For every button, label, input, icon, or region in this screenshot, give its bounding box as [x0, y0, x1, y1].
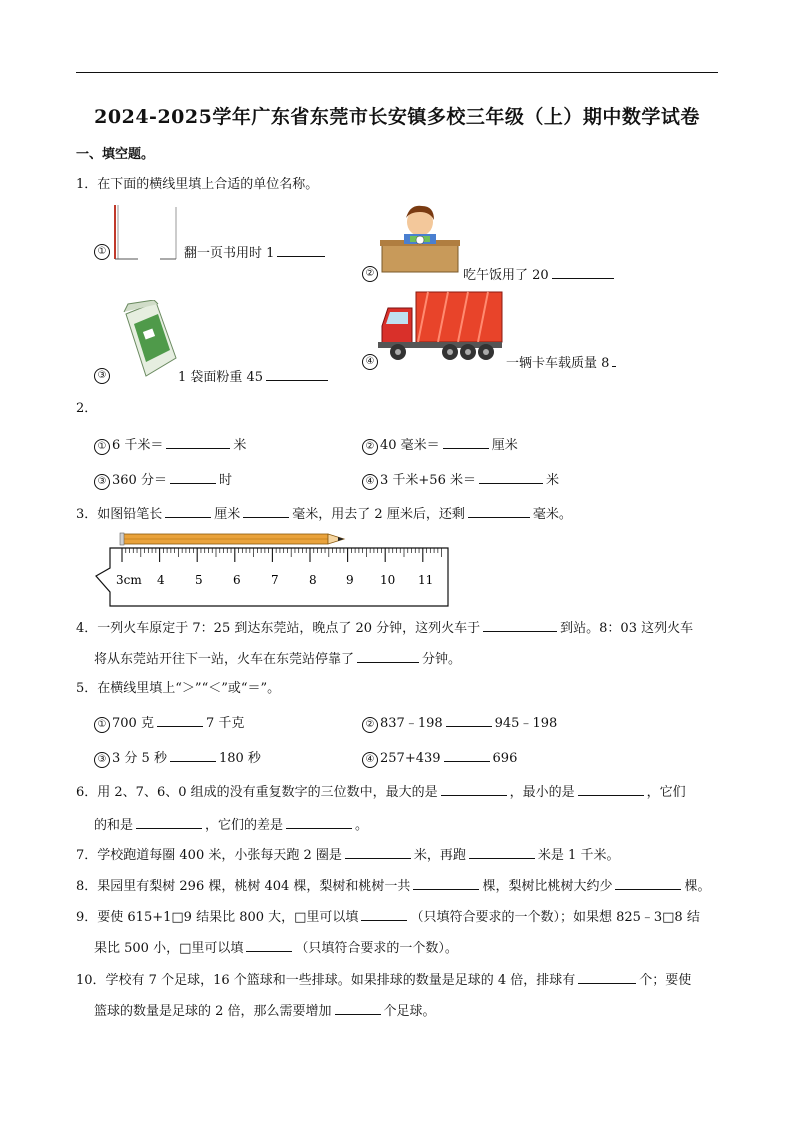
answer-blank[interactable]: [170, 469, 216, 484]
answer-blank[interactable]: [444, 747, 490, 762]
answer-blank[interactable]: [243, 503, 289, 518]
q4-line-1: [76, 617, 693, 638]
q4-line2-post: 分钟。: [422, 652, 462, 667]
q2-item-3-pre: 360 分＝: [112, 473, 167, 488]
q5-item-2-pre: 837﹣198: [380, 716, 443, 731]
q6-line1-b: ，最小的是: [509, 785, 575, 800]
item-number-3: ③: [94, 368, 110, 384]
q2-item-2-pre: 40 毫米＝: [380, 438, 440, 453]
ruler-label: 8: [309, 573, 317, 587]
q2-number: 2．: [76, 401, 98, 416]
q10-line2-a: 篮球的数量是足球的 2 倍，那么需要增加: [94, 1004, 332, 1019]
q7-a: 7．学校跑道每圈 400 米，小张每天跑 2 圈是: [76, 848, 342, 863]
item-number-4: ④: [362, 354, 378, 370]
q7-c: 米是 1 千米。: [537, 848, 620, 863]
answer-blank[interactable]: [446, 712, 492, 727]
answer-blank[interactable]: [469, 844, 535, 859]
q6-line2-a: 的和是: [94, 818, 134, 833]
q3-unit-2: 毫米，用去了 2 厘米后，还剩: [292, 507, 465, 522]
q6-line1-a: 6．用 2、7、6、0 组成的没有重复数字的三位数中，最大的是: [76, 785, 438, 800]
q4-line-2: [94, 648, 461, 669]
item-number-1: ①: [94, 244, 110, 260]
q9-line-2: [94, 937, 458, 958]
q5-item-3-post: 180 秒: [218, 751, 261, 766]
ruler-labels: [116, 573, 433, 587]
answer-blank[interactable]: [552, 264, 614, 279]
answer-blank[interactable]: [165, 503, 211, 518]
flour-bag-image: [120, 300, 182, 380]
q5-item-3-pre: 3 分 5 秒: [112, 751, 167, 766]
answer-blank[interactable]: [441, 781, 507, 796]
answer-blank[interactable]: [286, 814, 352, 829]
q1-item-4-label: 一辆卡车载质量 8: [506, 356, 610, 371]
item-number-4: ④: [362, 474, 378, 490]
truck-image: [378, 290, 504, 366]
q1-item-3: [94, 366, 112, 384]
answer-blank[interactable]: [277, 242, 325, 257]
q9-line2-a: 果比 500 小，□里可以填: [94, 941, 244, 956]
answer-blank[interactable]: [136, 814, 202, 829]
answer-blank[interactable]: [479, 469, 543, 484]
q9-line1-b: （只填符合要求的一个数）；如果想 825﹣3□8 结: [410, 910, 700, 925]
answer-blank[interactable]: [345, 844, 411, 859]
answer-blank[interactable]: [266, 366, 328, 381]
q10-line2-b: 个足球。: [383, 1004, 436, 1019]
ruler-label: 6: [233, 573, 241, 587]
q9-line1-a: 9．要使 615+1□9 结果比 800 大，□里可以填: [76, 910, 359, 925]
q9-line2-b: （只填符合要求的一个数）。: [295, 941, 458, 956]
answer-blank[interactable]: [166, 434, 230, 449]
item-number-2: ②: [362, 717, 378, 733]
q5-item-1-post: 7 千克: [205, 716, 245, 731]
item-number-1: ①: [94, 439, 110, 455]
item-number-1: ①: [94, 717, 110, 733]
q5-item-3: [94, 747, 261, 768]
item-number-3: ③: [94, 474, 110, 490]
ruler-label: 7: [271, 573, 279, 587]
q8-b: 棵，梨树比桃树大约少: [482, 879, 613, 894]
q1-item-1: [94, 242, 112, 260]
q1-item-1-label: 翻一页书用时 1: [184, 246, 275, 261]
answer-blank[interactable]: [615, 875, 681, 890]
q1-item-2: [362, 264, 380, 282]
q6-line-1: [76, 781, 686, 802]
q1-item-4: [362, 352, 380, 370]
q1-item-3-text: [178, 366, 331, 387]
q1-item-3-label: 1 袋面粉重 45: [178, 370, 264, 385]
q9-line-1: [76, 906, 700, 927]
q8-c: 棵。: [684, 879, 711, 894]
answer-blank[interactable]: [578, 781, 644, 796]
q10-line-2: [94, 1000, 436, 1021]
q2-item-2-unit: 厘米: [491, 438, 518, 453]
q5-item-4: [362, 747, 517, 768]
q1-stem: 1．在下面的横线里填上合适的单位名称。: [76, 177, 319, 192]
q7-b: 米，再跑: [413, 848, 466, 863]
boy-eating-image: [380, 200, 462, 274]
ruler-label: 9: [346, 573, 354, 587]
q4-line1-post: 到站。8：03 这列火车: [560, 621, 694, 636]
q5-item-4-post: 696: [492, 751, 518, 766]
q2-item-1-unit: 米: [233, 438, 247, 453]
ruler-label: 4: [157, 573, 165, 587]
answer-blank[interactable]: [361, 906, 407, 921]
q5-item-2-post: 945﹣198: [494, 716, 558, 731]
q5-item-1: [94, 712, 244, 733]
item-number-2: ②: [362, 266, 378, 282]
ruler-label: 3cm: [116, 573, 142, 587]
ruler-label: 11: [418, 573, 434, 587]
book-page-image: [110, 203, 182, 263]
q5-stem: 5．在横线里填上“＞”“＜”或“＝”。: [76, 681, 281, 696]
q1-item-1-text: [184, 242, 328, 263]
answer-blank[interactable]: [612, 352, 616, 367]
q10-line1-a: 10．学校有 7 个足球，16 个篮球和一些排球。如果排球的数量是足球的 4 倍，排球有: [76, 973, 576, 988]
ruler-label: 10: [380, 573, 396, 587]
q2-item-1-pre: 6 千米＝: [112, 438, 164, 453]
q2-item-1: [94, 434, 246, 455]
answer-blank[interactable]: [246, 937, 292, 952]
q8-a: 8．果园里有梨树 296 棵，桃树 404 棵，梨树和桃树一共: [76, 879, 411, 894]
item-number-2: ②: [362, 439, 378, 455]
answer-blank[interactable]: [483, 617, 557, 632]
page-title: 2024-2025学年广东省东莞市长安镇多校三年级（上）期中数学试卷: [94, 106, 700, 128]
q5-item-1-pre: 700 克: [112, 716, 154, 731]
answer-blank[interactable]: [443, 434, 489, 449]
q6-line1-c: ，它们: [646, 785, 686, 800]
q4-line2-pre: 将从东莞站开往下一站，火车在东莞站停靠了: [94, 652, 355, 667]
q2-item-4-pre: 3 千米+56 米＝: [380, 473, 476, 488]
item-number-3: ③: [94, 752, 110, 768]
q3-pre: 3．如图铅笔长: [76, 507, 163, 522]
header-rule: [76, 72, 718, 73]
item-number-4: ④: [362, 752, 378, 768]
q3-text: [76, 503, 572, 524]
q7: [76, 844, 619, 865]
q10-line-1: [76, 969, 691, 990]
answer-blank[interactable]: [157, 712, 203, 727]
q6-line2-b: ，它们的差是: [205, 818, 284, 833]
q4-line1-pre: 4．一列火车原定于 7：25 到达东莞站，晚点了 20 分钟，这列火车于: [76, 621, 481, 636]
answer-blank[interactable]: [578, 969, 636, 984]
ruler-label: 5: [195, 573, 203, 587]
answer-blank[interactable]: [357, 648, 419, 663]
q2-item-3: [94, 469, 232, 490]
q5-item-2: [362, 712, 557, 733]
section-heading: 一、填空题。: [76, 147, 155, 162]
answer-blank[interactable]: [468, 503, 530, 518]
q10-line1-b: 个；要使: [639, 973, 692, 988]
q6-line-2: [94, 814, 368, 835]
answer-blank[interactable]: [335, 1000, 381, 1015]
q8: [76, 875, 710, 896]
ruler-pencil-figure: [92, 526, 452, 608]
q1-item-4-text: [506, 352, 619, 373]
q2-item-3-unit: 时: [218, 473, 232, 488]
q1-item-2-label: 吃午饭用了 20: [463, 268, 549, 283]
q6-line2-c: 。: [355, 818, 369, 833]
q2-item-4: [362, 469, 559, 490]
q2-item-4-unit: 米: [545, 473, 559, 488]
q1-item-2-text: [463, 264, 617, 285]
q5-item-4-pre: 257+439: [380, 751, 441, 766]
answer-blank[interactable]: [413, 875, 479, 890]
q3-unit-3: 毫米。: [532, 507, 572, 522]
answer-blank[interactable]: [170, 747, 216, 762]
q3-unit-1: 厘米: [214, 507, 241, 522]
q2-item-2: [362, 434, 518, 455]
